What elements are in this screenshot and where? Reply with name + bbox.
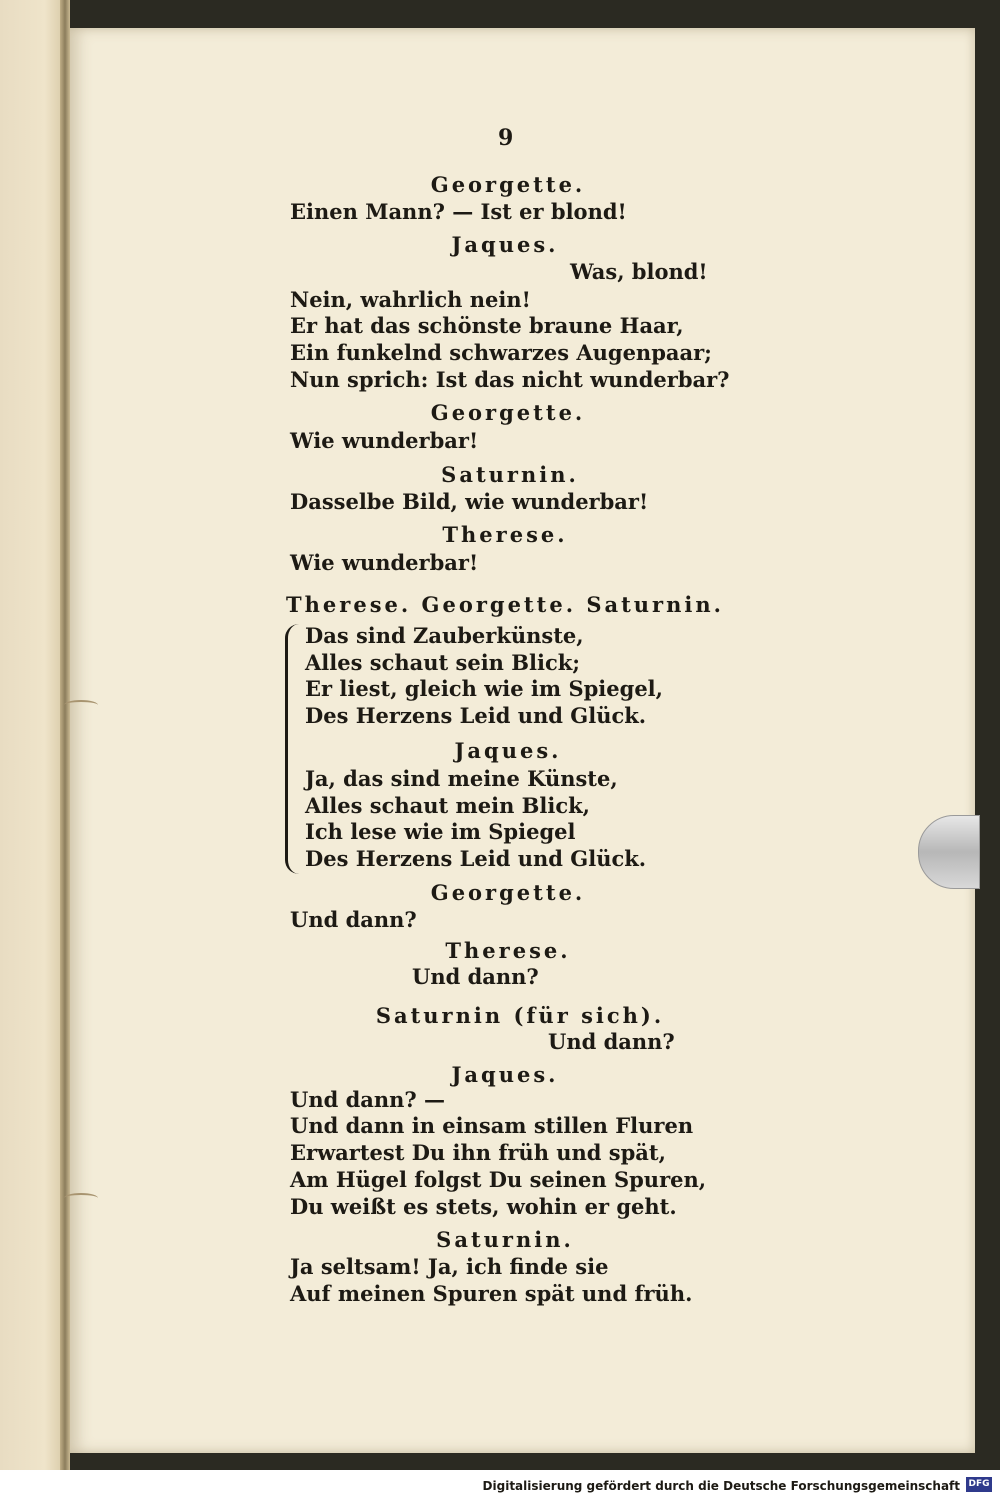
speaker-label: Georgette. — [430, 400, 586, 425]
verse-line: Einen Mann? — Ist er blond! — [290, 199, 627, 224]
verse-line: Ich lese wie im Spiegel — [305, 819, 576, 844]
verse-line: Und dann in einsam stillen Fluren — [290, 1113, 694, 1138]
speaker-label: Jaques. — [454, 738, 562, 763]
verse-line: Er liest, gleich wie im Spiegel, — [305, 676, 663, 701]
footer-credit: Digitalisierung gefördert durch die Deutsche Forschungsgemeinschaft — [482, 1479, 960, 1493]
verse-line: Wie wunderbar! — [290, 550, 479, 575]
speaker-label: Georgette. — [430, 172, 586, 197]
verse-line: Und dann? — [290, 907, 417, 932]
verse-line: Und dann? — [412, 964, 539, 989]
speaker-label: Jaques. — [451, 232, 559, 257]
verse-line: Das sind Zauberkünste, — [305, 623, 584, 648]
speaker-label: Jaques. — [451, 1062, 559, 1087]
verse-line: Alles schaut mein Blick, — [305, 793, 590, 818]
speaker-label: Therese. — [445, 938, 571, 963]
verse-line: Dasselbe Bild, wie wunderbar! — [290, 489, 649, 514]
verse-line: Auf meinen Spuren spät und früh. — [290, 1281, 693, 1306]
verse-line: Und dann? — — [290, 1087, 446, 1112]
speaker-label: Therese. — [442, 522, 568, 547]
speaker-label: Saturnin (für sich). — [375, 1003, 665, 1028]
verse-line: Er hat das schönste braune Haar, — [290, 313, 684, 338]
verse-line: Du weißt es stets, wohin er geht. — [290, 1194, 677, 1219]
verse-line: Des Herzens Leid und Glück. — [305, 846, 647, 871]
dfg-logo: DFG — [966, 1477, 992, 1492]
digitization-footer — [0, 1470, 1000, 1500]
verse-line: Ja, das sind meine Künste, — [305, 766, 618, 791]
verse-line: Des Herzens Leid und Glück. — [305, 703, 647, 728]
ensemble-brace — [285, 624, 302, 874]
verse-line: Erwartest Du ihn früh und spät, — [290, 1140, 666, 1165]
verse-line: Alles schaut sein Blick; — [305, 650, 581, 675]
verse-line: Was, blond! — [570, 259, 708, 284]
speaker-label: Georgette. — [430, 880, 586, 905]
verse-line: Wie wunderbar! — [290, 428, 479, 453]
verse-line: Ein funkelnd schwarzes Augenpaar; — [290, 340, 712, 365]
verse-line: Nein, wahrlich nein! — [290, 287, 531, 312]
verse-line: Und dann? — [548, 1029, 675, 1054]
verse-line: Am Hügel folgst Du seinen Spuren, — [290, 1167, 707, 1192]
verse-line: Nun sprich: Ist das nicht wunderbar? — [290, 367, 730, 392]
page-number: 9 — [498, 125, 514, 151]
speaker-label: Saturnin. — [436, 1227, 574, 1252]
speaker-label: Saturnin. — [441, 462, 579, 487]
speaker-label: Therese. Georgette. Saturnin. — [286, 592, 724, 617]
verse-line: Ja seltsam! Ja, ich finde sie — [290, 1254, 609, 1279]
